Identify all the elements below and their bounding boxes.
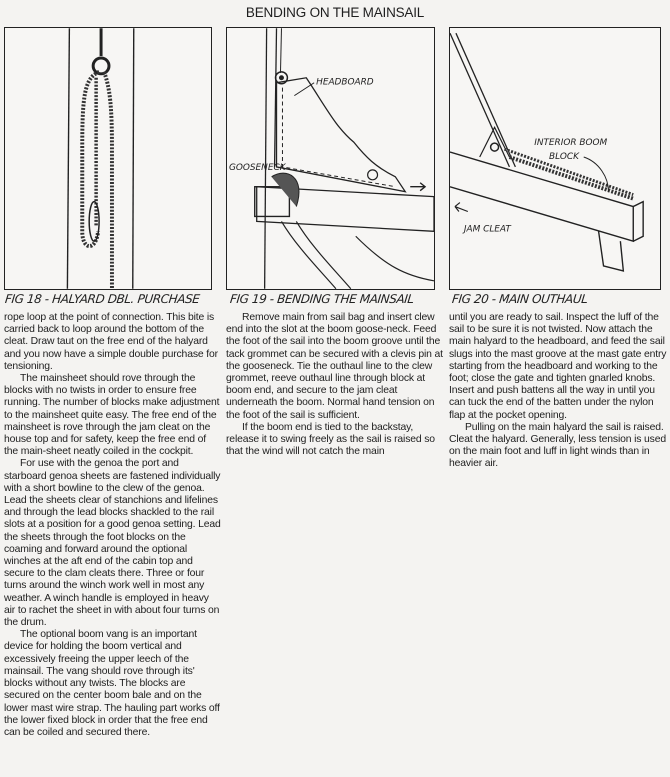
halyard-illustration (5, 28, 211, 289)
page-title: BENDING ON THE MAINSAIL (245, 5, 425, 20)
label-headboard: HEADBOARD (316, 77, 374, 88)
label-block: BLOCK (549, 151, 579, 162)
caption-fig-19: FIG 19 - BENDING THE MAINSAIL (229, 292, 415, 306)
paragraph: rope loop at the point of connection. This bite is carried back to loop around the bottom of the cleat. Draw taut on the free end of the halyard and you now have a simple double purchase for tensioning. (4, 312, 218, 372)
figure-main-outhaul (449, 27, 661, 290)
paragraph: Pulling on the main halyard the sail is raised. Cleat the halyard. Generally, less tension is used on the main foot and luff in light winds than in heavier air. (449, 421, 666, 470)
paragraph: If the boom end is tied to the backstay, release it to swing freely as the sail is raised so that the wind will not catch the main (226, 421, 435, 458)
text-column-1 (4, 312, 222, 739)
paragraph: The mainsheet should rove through the blocks with no twists in order to ensure free running. The number of blocks make adjustment to the mainsheet quite easy. The free end of the mainsheet is rove through the jam cleat on the house top and for safety, keep the free end of the main-sheet neatly coiled in the cockpit. (4, 373, 220, 458)
text-column-3 (449, 312, 667, 471)
caption-fig-18: FIG 18 - HALYARD DBL. PURCHASE (4, 292, 201, 306)
figure-halyard-double-purchase (4, 27, 212, 290)
paragraph: For use with the genoa the port and starboard genoa sheets are fastened individually with a short bowline to the clew of the genoa. Lead the sheets clear of stanchions and lifelines and through the lead blocks shackled to the rail slots at a position for a good genoa setting. Lead the sheets through the foot blocks on the coaming and forward around the optional winches at the aft end of the cabin top and secure to the clam cleats there. Three or four turns around the winch work well in most any weather. A winch handle is employed in heavy air to rachet the sheet in with about four turns on the drum. (4, 458, 221, 629)
label-interior-boom: INTERIOR BOOM (534, 138, 608, 149)
mainsail-illustration (227, 28, 434, 289)
label-jam-cleat: JAM CLEAT (463, 224, 511, 235)
paragraph: Remove main from sail bag and insert clew end into the slot at the boom goose-neck. Feed the foot of the sail into the boom groove until the tack grommet can be secured with a clevis pin at the gooseneck. Tie the outhaul line to the clew grommet, reeve outhaul line through block at boom end, and secure to the jam cleat underneath the boom. Normal hand tension on the foot of the sail is sufficient. (226, 312, 443, 421)
paragraph: The optional boom vang is an important device for holding the boom vertical and excessively freeing the upper leech of the mainsail. The vang should rove through its' blocks without any twists. The blocks are secured on the center boom bale and on the lower mast wire strap. The hauling part works off the lower fixed block in order that the free end can be coiled and secured there. (4, 629, 220, 738)
text-column-2 (226, 312, 444, 458)
caption-fig-20: FIG 20 - MAIN OUTHAUL (451, 292, 589, 306)
label-gooseneck: GOOSENECK (228, 162, 286, 173)
outhaul-illustration (450, 28, 660, 289)
figure-bending-mainsail (226, 27, 435, 290)
paragraph: until you are ready to sail. Inspect the luff of the sail to be sure it is not twisted. Now attach the main halyard to the headboard, and feed the sail slugs into the mast groove at the mast gate entry starting from the headboard and working to the foot; close the gate and tighten gnarled knobs. Insert and push battens all the way in until you can tuck the end of the batten under the nylon flap at the pocket opening. (449, 312, 667, 421)
